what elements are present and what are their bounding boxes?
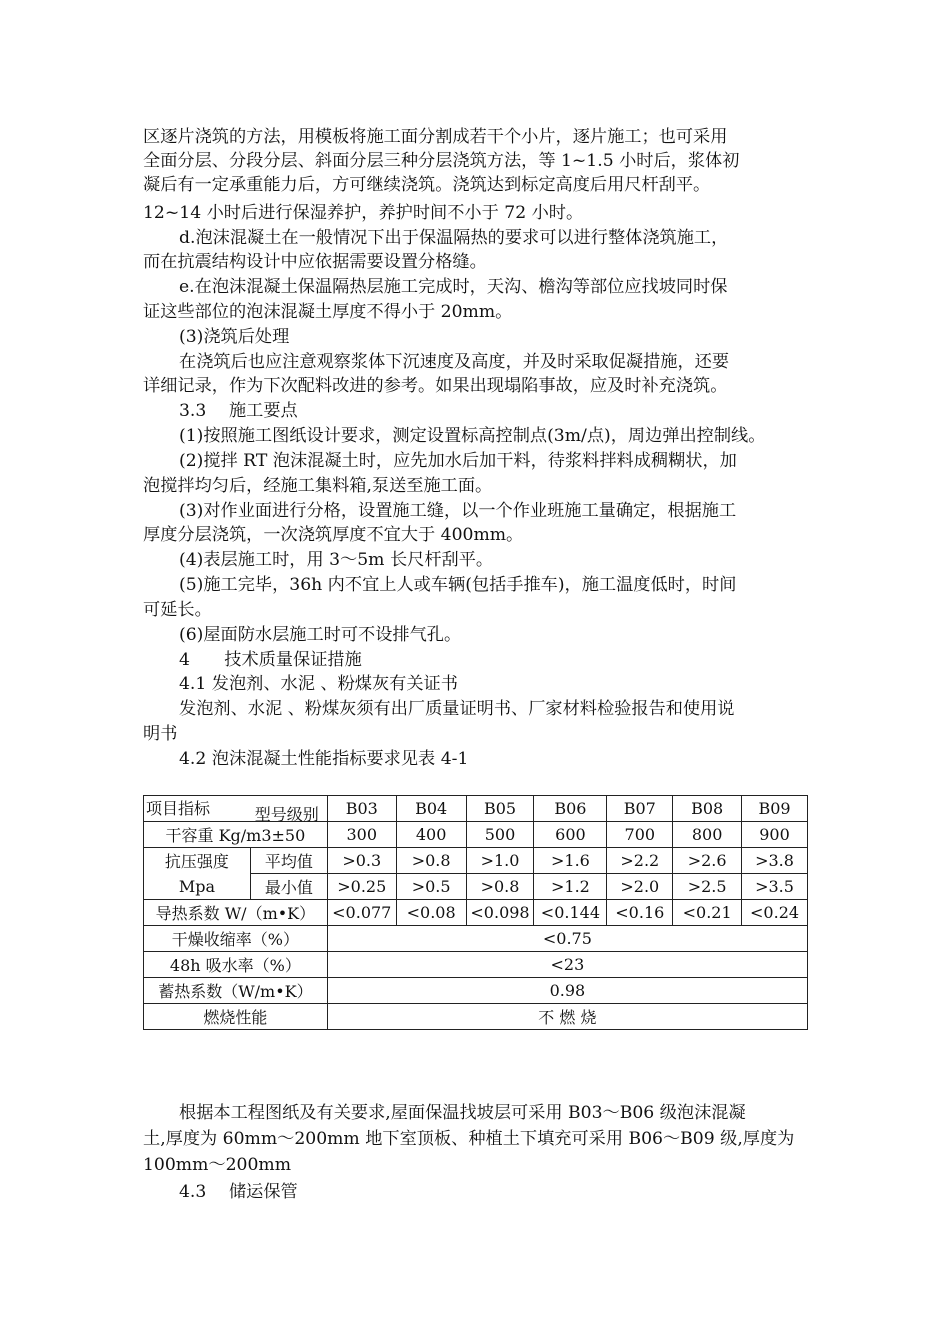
table-row-conductivity [144, 900, 808, 926]
table-row-density [144, 822, 808, 848]
grade-cell: B03 [327, 796, 396, 822]
table-cell: >0.3 [327, 848, 396, 874]
table-row-strength-min [144, 874, 808, 900]
row-label: 燃烧性能 [144, 1004, 328, 1030]
row-label: 抗压强度 [144, 848, 251, 874]
table-cell: <0.08 [396, 900, 466, 926]
table-row-strength-avg [144, 848, 808, 874]
foam-concrete-spec-table [143, 795, 808, 1030]
grade-cell: B06 [534, 796, 607, 822]
table-row-absorption [144, 952, 808, 978]
table-cell: >1.0 [466, 848, 534, 874]
table-cell: >2.5 [673, 874, 742, 900]
text-line: 在浇筑后也应注意观察浆体下沉速度及高度，并及时采取促凝措施，还要 [179, 352, 730, 372]
table-cell: >1.6 [534, 848, 607, 874]
section-heading: 4.1 发泡剂、水泥 、粉煤灰有关证书 [179, 674, 458, 694]
text-line: 证这些部位的泡沫混凝土厚度不得小于 20mm。 [143, 302, 513, 322]
grade-cell: B09 [742, 796, 808, 822]
text-line: 可延长。 [143, 600, 212, 620]
text-line: e.在泡沫混凝土保温隔热层施工完成时，天沟、檐沟等部位应找坡同时保 [179, 277, 728, 297]
table-cell: 300 [327, 822, 396, 848]
text-line: 而在抗震结构设计中应依据需要设置分格缝。 [143, 252, 487, 272]
table-cell: >2.6 [673, 848, 742, 874]
table-cell: 900 [742, 822, 808, 848]
text-line: 发泡剂、水泥 、粉煤灰须有出厂质量证明书、厂家材料检验报告和使用说 [179, 699, 735, 719]
table-cell: 0.98 [327, 978, 807, 1004]
header-item-label: 项目指标 [146, 799, 211, 818]
text-line: (5)施工完毕，36h 内不宜上人或车辆(包括手推车)，施工温度低时，时间 [179, 575, 737, 595]
table-header-row [144, 796, 808, 822]
row-label: 干容重 Kg/m3±50 [144, 822, 328, 848]
text-line: 全面分层、分段分层、斜面分层三种分层浇筑方法，等 1~1.5 小时后，浆体初 [143, 151, 740, 171]
text-line: d.泡沫混凝土在一般情况下出于保温隔热的要求可以进行整体浇筑施工， [179, 228, 729, 248]
table-cell: 700 [607, 822, 673, 848]
table-cell: <0.144 [534, 900, 607, 926]
table-cell: 500 [466, 822, 534, 848]
section-heading: 4 技术质量保证措施 [179, 650, 362, 670]
text-line: (3)对作业面进行分格，设置施工缝，以一个作业班施工量确定，根据施工 [179, 501, 737, 521]
text-line: (6)屋面防水层施工时可不设排气孔。 [179, 625, 462, 645]
table-cell: >2.0 [607, 874, 673, 900]
table-cell: 400 [396, 822, 466, 848]
table-cell: >1.2 [534, 874, 607, 900]
table-cell: <0.16 [607, 900, 673, 926]
text-line: (1)按照施工图纸设计要求，测定设置标高控制点(3m/点)，周边弹出控制线。 [179, 426, 766, 446]
grade-cell: B07 [607, 796, 673, 822]
text-line: 100mm～200mm [143, 1155, 291, 1175]
row-sublabel: 最小值 [250, 874, 327, 900]
header-grade-label: 型号级别 [254, 805, 319, 824]
table-cell: <0.098 [466, 900, 534, 926]
table-cell: <0.077 [327, 900, 396, 926]
grade-cell: B05 [466, 796, 534, 822]
table-cell: <0.75 [327, 926, 807, 952]
table-cell: >0.8 [396, 848, 466, 874]
text-line: (4)表层施工时，用 3～5m 长尺杆刮平。 [179, 550, 494, 570]
table-cell: >0.8 [466, 874, 534, 900]
table-cell: <23 [327, 952, 807, 978]
section-heading: 3.3 施工要点 [179, 401, 298, 421]
text-line: 12~14 小时后进行保湿养护，养护时间不小于 72 小时。 [143, 203, 584, 223]
row-label: 导热系数 W/（m•K） [144, 900, 328, 926]
table-row-combustion [144, 1004, 808, 1030]
section-heading: 4.3 储运保管 [179, 1182, 298, 1202]
text-line: 区逐片浇筑的方法，用模板将施工面分割成若干个小片，逐片施工；也可采用 [143, 127, 728, 147]
text-line: 根据本工程图纸及有关要求,屋面保温找坡层可采用 B03～B06 级泡沫混凝 [179, 1103, 746, 1123]
table-cell: 800 [673, 822, 742, 848]
table-cell: 不 燃 烧 [327, 1004, 807, 1030]
text-line: 凝后有一定承重能力后，方可继续浇筑。浇筑达到标定高度后用尺杆刮平。 [143, 175, 711, 195]
table-cell: >0.5 [396, 874, 466, 900]
text-line: 明书 [143, 724, 178, 744]
row-label: 48h 吸水率（%） [144, 952, 328, 978]
table-cell: <0.21 [673, 900, 742, 926]
row-label: 蓄热系数（W/m•K） [144, 978, 328, 1004]
header-cell-diagonal [144, 796, 328, 822]
table-cell: >2.2 [607, 848, 673, 874]
row-sublabel: 平均值 [250, 848, 327, 874]
text-line: 土,厚度为 60mm～200mm 地下室顶板、种植土下填充可采用 B06～B09 级,厚度为 [143, 1129, 795, 1149]
text-line: 厚度分层浇筑，一次浇筑厚度不宜大于 400mm。 [143, 525, 524, 545]
text-line: 详细记录，作为下次配料改进的参考。如果出现塌陷事故，应及时补充浇筑。 [143, 376, 728, 396]
table-row-shrinkage [144, 926, 808, 952]
table-cell: <0.24 [742, 900, 808, 926]
text-line: 泡搅拌均匀后，经施工集料箱,泵送至施工面。 [143, 476, 493, 496]
row-label: 干燥收缩率（%） [144, 926, 328, 952]
table-cell: >0.25 [327, 874, 396, 900]
text-line: (2)搅拌 RT 泡沫混凝土时，应先加水后加干料，待浆料拌料成稠糊状，加 [179, 451, 737, 471]
grade-cell: B08 [673, 796, 742, 822]
grade-cell: B04 [396, 796, 466, 822]
table-cell: >3.8 [742, 848, 808, 874]
table-caption: 4.2 泡沫混凝土性能指标要求见表 4-1 [179, 749, 469, 769]
table-row-heat-storage [144, 978, 808, 1004]
table-cell: 600 [534, 822, 607, 848]
row-label: Mpa [144, 874, 251, 900]
table-cell: >3.5 [742, 874, 808, 900]
section-heading: (3)浇筑后处理 [179, 327, 290, 347]
